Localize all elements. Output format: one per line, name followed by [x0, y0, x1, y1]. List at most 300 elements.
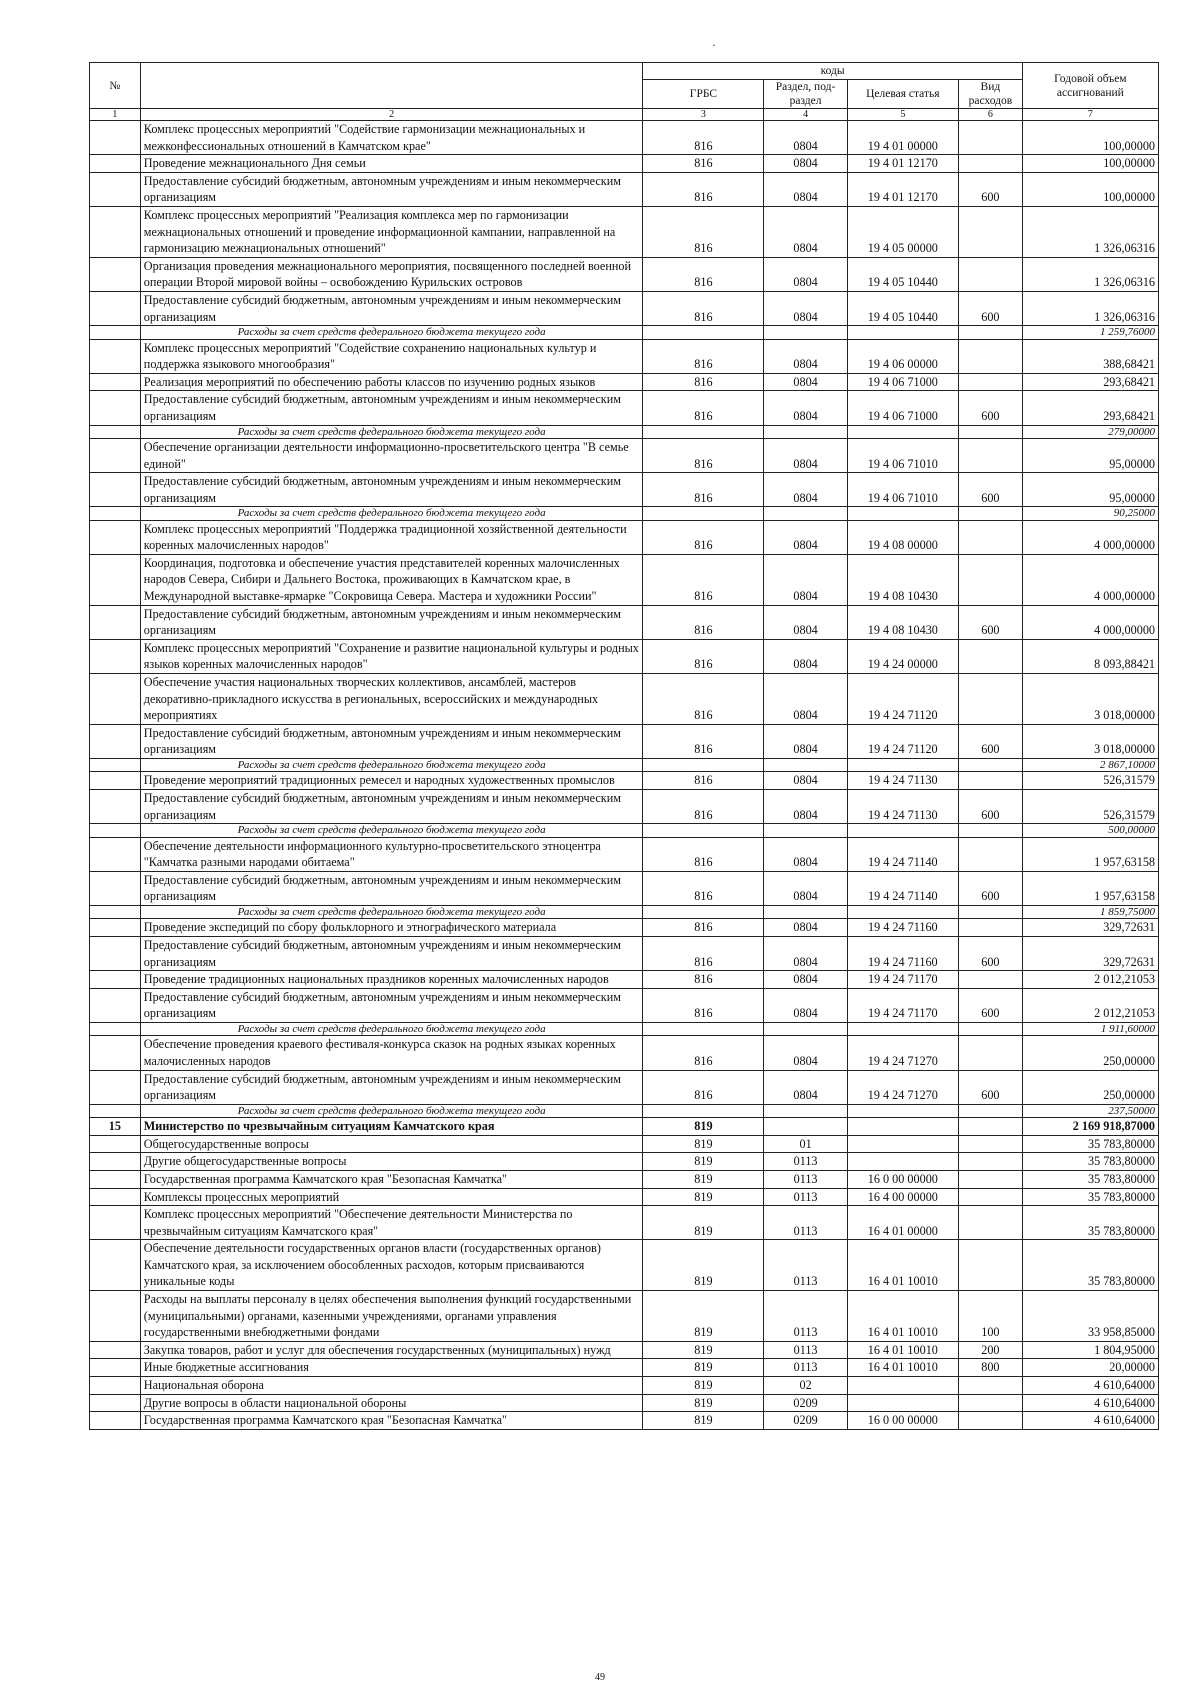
header-codes: коды	[643, 63, 1022, 80]
row-grbs: 819	[643, 1170, 764, 1188]
row-section: 0804	[764, 724, 847, 758]
row-section	[764, 425, 847, 438]
table-row	[90, 936, 1159, 970]
row-grbs: 816	[643, 257, 764, 291]
row-expense-type: 600	[959, 291, 1023, 325]
row-expense-type	[959, 1170, 1023, 1188]
row-target-article	[847, 1153, 958, 1171]
row-section: 0804	[764, 790, 847, 824]
row-section	[764, 1022, 847, 1035]
row-target-article	[847, 1377, 958, 1395]
row-grbs	[643, 1022, 764, 1035]
row-section: 01	[764, 1135, 847, 1153]
row-number	[90, 172, 141, 206]
row-grbs: 819	[643, 1206, 764, 1240]
row-grbs: 816	[643, 674, 764, 725]
row-number	[90, 1036, 141, 1070]
row-expense-type	[959, 1377, 1023, 1395]
row-expense-type	[959, 438, 1023, 472]
table-row	[90, 172, 1159, 206]
row-amount: 35 783,80000	[1022, 1170, 1158, 1188]
row-grbs	[643, 1104, 764, 1117]
row-target-article: 19 4 08 00000	[847, 520, 958, 554]
row-grbs	[643, 425, 764, 438]
row-grbs: 819	[643, 1240, 764, 1291]
row-grbs: 816	[643, 172, 764, 206]
row-section: 0804	[764, 988, 847, 1022]
row-description: Проведение межнационального Дня семьи	[140, 155, 643, 173]
row-description: Обеспечение организации деятельности информационно-просветительского центра "В семье единой"	[140, 438, 643, 472]
row-expense-type	[959, 1022, 1023, 1035]
row-number	[90, 1394, 141, 1412]
table-row	[90, 837, 1159, 871]
row-target-article: 19 4 24 71130	[847, 772, 958, 790]
row-target-article: 19 4 01 00000	[847, 121, 958, 155]
row-grbs: 816	[643, 438, 764, 472]
row-expense-type	[959, 1153, 1023, 1171]
row-number	[90, 936, 141, 970]
row-grbs: 819	[643, 1341, 764, 1359]
row-target-article: 19 4 24 71120	[847, 724, 958, 758]
row-number	[90, 291, 141, 325]
table-row	[90, 373, 1159, 391]
row-target-article: 16 0 00 00000	[847, 1412, 958, 1430]
row-amount: 95,00000	[1022, 438, 1158, 472]
row-grbs: 816	[643, 936, 764, 970]
table-row	[90, 1377, 1159, 1395]
table-row	[90, 1206, 1159, 1240]
row-target-article: 19 4 05 00000	[847, 206, 958, 257]
table-row	[90, 1412, 1159, 1430]
row-amount: 1 911,60000	[1022, 1022, 1158, 1035]
colnum-6: 6	[959, 109, 1023, 121]
row-grbs: 819	[643, 1135, 764, 1153]
row-target-article: 19 4 06 71000	[847, 391, 958, 425]
row-section: 0804	[764, 871, 847, 905]
row-description: Комплексы процессных мероприятий	[140, 1188, 643, 1206]
row-grbs: 819	[643, 1291, 764, 1342]
table-row	[90, 639, 1159, 673]
scan-mark: ·	[712, 38, 716, 52]
row-number	[90, 425, 141, 438]
row-target-article	[847, 905, 958, 918]
row-number	[90, 1291, 141, 1342]
row-number	[90, 1170, 141, 1188]
row-target-article	[847, 507, 958, 520]
table-row-federal-note	[90, 905, 1159, 918]
row-expense-type	[959, 1036, 1023, 1070]
row-expense-type	[959, 257, 1023, 291]
row-description: Государственная программа Камчатского края "Безопасная Камчатка"	[140, 1412, 643, 1430]
row-grbs: 816	[643, 1036, 764, 1070]
row-expense-type	[959, 425, 1023, 438]
row-grbs: 816	[643, 121, 764, 155]
row-section: 0804	[764, 473, 847, 507]
row-description: Предоставление субсидий бюджетным, автономным учреждениям и иным некоммерческим организациям	[140, 473, 643, 507]
row-grbs: 819	[643, 1377, 764, 1395]
table-row	[90, 1036, 1159, 1070]
row-target-article: 19 4 06 71010	[847, 438, 958, 472]
budget-table	[89, 62, 1159, 1430]
row-description: Предоставление субсидий бюджетным, автономным учреждениям и иным некоммерческим организациям	[140, 605, 643, 639]
table-row	[90, 674, 1159, 725]
table-row	[90, 605, 1159, 639]
row-section	[764, 507, 847, 520]
row-grbs: 816	[643, 919, 764, 937]
row-section: 0113	[764, 1240, 847, 1291]
row-description: Расходы за счет средств федерального бюджета текущего года	[140, 1104, 643, 1117]
row-number	[90, 1341, 141, 1359]
row-grbs	[643, 905, 764, 918]
row-expense-type	[959, 824, 1023, 837]
row-expense-type	[959, 554, 1023, 605]
row-section: 0113	[764, 1206, 847, 1240]
row-section: 0804	[764, 172, 847, 206]
row-amount: 100,00000	[1022, 121, 1158, 155]
row-expense-type	[959, 919, 1023, 937]
row-grbs: 816	[643, 871, 764, 905]
colnum-1: 1	[90, 109, 141, 121]
row-section	[764, 824, 847, 837]
row-grbs: 816	[643, 520, 764, 554]
row-description: Проведение традиционных национальных праздников коренных малочисленных народов	[140, 971, 643, 989]
row-section: 0804	[764, 206, 847, 257]
row-expense-type: 600	[959, 605, 1023, 639]
row-amount: 237,50000	[1022, 1104, 1158, 1117]
row-target-article: 16 4 01 00000	[847, 1206, 958, 1240]
row-section: 0804	[764, 674, 847, 725]
table-body	[90, 121, 1159, 1430]
row-amount: 329,72631	[1022, 919, 1158, 937]
row-number	[90, 1070, 141, 1104]
row-amount: 4 610,64000	[1022, 1377, 1158, 1395]
row-number	[90, 759, 141, 772]
row-grbs: 816	[643, 339, 764, 373]
row-section: 0113	[764, 1341, 847, 1359]
row-description: Расходы за счет средств федерального бюджета текущего года	[140, 905, 643, 918]
row-section	[764, 1104, 847, 1117]
header-exptype: Вид расходов	[959, 80, 1023, 109]
row-target-article: 19 4 24 71170	[847, 988, 958, 1022]
row-description: Обеспечение участия национальных творческих коллективов, ансамблей, мастеров декоративно-прикладного искусства в региональных, всероссийских и международных мероприятиях	[140, 674, 643, 725]
row-expense-type: 100	[959, 1291, 1023, 1342]
row-description: Закупка товаров, работ и услуг для обеспечения государственных (муниципальных) нужд	[140, 1341, 643, 1359]
row-expense-type: 600	[959, 391, 1023, 425]
row-number	[90, 724, 141, 758]
row-description: Расходы за счет средств федерального бюджета текущего года	[140, 1022, 643, 1035]
row-target-article: 19 4 24 71140	[847, 871, 958, 905]
row-target-article: 19 4 05 10440	[847, 257, 958, 291]
row-description: Иные бюджетные ассигнования	[140, 1359, 643, 1377]
row-description: Обеспечение деятельности информационного культурно-просветительского этноцентра "Камчатка разными народами обитаема"	[140, 837, 643, 871]
row-amount: 20,00000	[1022, 1359, 1158, 1377]
row-number	[90, 473, 141, 507]
table-row	[90, 1341, 1159, 1359]
table-row	[90, 1291, 1159, 1342]
table-row	[90, 155, 1159, 173]
table-row	[90, 971, 1159, 989]
row-description: Расходы за счет средств федерального бюджета текущего года	[140, 326, 643, 339]
row-section: 0804	[764, 291, 847, 325]
row-target-article	[847, 1104, 958, 1117]
row-target-article: 19 4 06 71010	[847, 473, 958, 507]
row-description: Другие вопросы в области национальной обороны	[140, 1394, 643, 1412]
row-description: Расходы на выплаты персоналу в целях обеспечения выполнения функций государственными (муниципальными) органами, казенными учреждениями, органами управления государственными внебюджетными фондами	[140, 1291, 643, 1342]
row-section: 0113	[764, 1153, 847, 1171]
row-amount: 2 867,10000	[1022, 759, 1158, 772]
row-number	[90, 1135, 141, 1153]
row-number	[90, 919, 141, 937]
row-amount: 1 326,06316	[1022, 257, 1158, 291]
row-target-article: 19 4 24 71140	[847, 837, 958, 871]
row-section: 0209	[764, 1394, 847, 1412]
row-grbs: 816	[643, 724, 764, 758]
row-section: 0804	[764, 971, 847, 989]
row-section: 0804	[764, 554, 847, 605]
table-row	[90, 1153, 1159, 1171]
colnum-4: 4	[764, 109, 847, 121]
row-description: Расходы за счет средств федерального бюджета текущего года	[140, 824, 643, 837]
row-target-article: 19 4 24 00000	[847, 639, 958, 673]
table-row	[90, 438, 1159, 472]
row-expense-type	[959, 121, 1023, 155]
row-grbs: 816	[643, 1070, 764, 1104]
row-number	[90, 971, 141, 989]
row-section	[764, 759, 847, 772]
row-target-article: 19 4 06 00000	[847, 339, 958, 373]
row-target-article: 16 4 01 10010	[847, 1240, 958, 1291]
row-grbs: 816	[643, 971, 764, 989]
row-expense-type	[959, 837, 1023, 871]
row-description: Обеспечение деятельности государственных органов власти (государственных органов) Камчатского края, за исключением обособленных расходов, которым присваиваются уникальные коды	[140, 1240, 643, 1291]
row-target-article: 16 4 01 10010	[847, 1341, 958, 1359]
row-amount: 526,31579	[1022, 772, 1158, 790]
row-description: Предоставление субсидий бюджетным, автономным учреждениям и иным некоммерческим организациям	[140, 871, 643, 905]
row-target-article: 16 4 01 10010	[847, 1359, 958, 1377]
row-grbs: 816	[643, 291, 764, 325]
row-grbs: 819	[643, 1188, 764, 1206]
table-row	[90, 1359, 1159, 1377]
row-number	[90, 339, 141, 373]
row-amount: 1 326,06316	[1022, 291, 1158, 325]
row-expense-type	[959, 772, 1023, 790]
table-row	[90, 1240, 1159, 1291]
row-target-article	[847, 425, 958, 438]
row-amount: 35 783,80000	[1022, 1153, 1158, 1171]
row-amount: 293,68421	[1022, 373, 1158, 391]
header-target: Целевая статья	[847, 80, 958, 109]
row-grbs: 819	[643, 1394, 764, 1412]
row-description: Министерство по чрезвычайным ситуациям Камчатского края	[140, 1118, 643, 1136]
row-section: 0804	[764, 339, 847, 373]
row-expense-type	[959, 326, 1023, 339]
row-section: 0804	[764, 936, 847, 970]
row-expense-type: 800	[959, 1359, 1023, 1377]
row-number	[90, 605, 141, 639]
row-target-article: 19 4 24 71270	[847, 1070, 958, 1104]
row-description: Организация проведения межнационального мероприятия, посвященного последней военной операции Второй мировой войны – освобождению Курильских островов	[140, 257, 643, 291]
row-expense-type	[959, 759, 1023, 772]
row-section: 0804	[764, 1070, 847, 1104]
row-target-article: 19 4 06 71000	[847, 373, 958, 391]
table-row-federal-note	[90, 1022, 1159, 1035]
row-amount: 1 859,75000	[1022, 905, 1158, 918]
row-amount: 90,25000	[1022, 507, 1158, 520]
row-expense-type	[959, 1394, 1023, 1412]
row-target-article: 19 4 24 71270	[847, 1036, 958, 1070]
row-expense-type: 600	[959, 790, 1023, 824]
table-row	[90, 206, 1159, 257]
row-number	[90, 155, 141, 173]
row-description: Комплекс процессных мероприятий "Поддержка традиционной хозяйственной деятельности коренных малочисленных народов"	[140, 520, 643, 554]
row-expense-type: 600	[959, 936, 1023, 970]
table-row	[90, 772, 1159, 790]
table-row	[90, 121, 1159, 155]
row-target-article	[847, 824, 958, 837]
row-number	[90, 507, 141, 520]
row-description: Комплекс процессных мероприятий "Обеспечение деятельности Министерства по чрезвычайным ситуациям Камчатского края"	[140, 1206, 643, 1240]
row-number	[90, 905, 141, 918]
row-target-article: 19 4 08 10430	[847, 605, 958, 639]
table-row	[90, 1135, 1159, 1153]
table-row-federal-note	[90, 759, 1159, 772]
row-number	[90, 1022, 141, 1035]
row-description: Комплекс процессных мероприятий "Содействие сохранению национальных культур и поддержка языкового многообразия"	[140, 339, 643, 373]
row-expense-type: 600	[959, 172, 1023, 206]
row-section: 02	[764, 1377, 847, 1395]
row-number	[90, 257, 141, 291]
header-annual: Годовой объем ассигнований	[1022, 63, 1158, 109]
row-grbs: 816	[643, 373, 764, 391]
row-number	[90, 772, 141, 790]
row-amount: 4 000,00000	[1022, 554, 1158, 605]
row-expense-type: 600	[959, 988, 1023, 1022]
row-amount: 3 018,00000	[1022, 724, 1158, 758]
row-grbs: 816	[643, 605, 764, 639]
row-target-article: 16 0 00 00000	[847, 1170, 958, 1188]
row-expense-type	[959, 373, 1023, 391]
table-row	[90, 1188, 1159, 1206]
colnum-5: 5	[847, 109, 958, 121]
row-number	[90, 206, 141, 257]
row-section: 0804	[764, 837, 847, 871]
row-grbs: 816	[643, 473, 764, 507]
table-row	[90, 919, 1159, 937]
row-number	[90, 438, 141, 472]
row-section	[764, 326, 847, 339]
row-expense-type	[959, 1240, 1023, 1291]
row-number	[90, 837, 141, 871]
row-number	[90, 1412, 141, 1430]
row-target-article: 19 4 01 12170	[847, 155, 958, 173]
row-grbs: 819	[643, 1359, 764, 1377]
row-grbs: 819	[643, 1118, 764, 1136]
row-description: Комплекс процессных мероприятий "Сохранение и развитие национальной культуры и родных языков коренных малочисленных народов"	[140, 639, 643, 673]
row-amount: 1 259,76000	[1022, 326, 1158, 339]
row-expense-type	[959, 1412, 1023, 1430]
table-row-federal-note	[90, 1104, 1159, 1117]
row-grbs	[643, 507, 764, 520]
table-row-federal-note	[90, 425, 1159, 438]
row-grbs: 816	[643, 554, 764, 605]
colnum-2: 2	[140, 109, 643, 121]
row-description: Комплекс процессных мероприятий "Реализация комплекса мер по гармонизации межнациональных отношений и проведение информационной кампании, направленной на гармонизацию межнациональных отношений"	[140, 206, 643, 257]
row-amount: 35 783,80000	[1022, 1206, 1158, 1240]
row-description: Предоставление субсидий бюджетным, автономным учреждениям и иным некоммерческим организациям	[140, 724, 643, 758]
row-expense-type	[959, 1188, 1023, 1206]
row-section: 0113	[764, 1359, 847, 1377]
row-amount: 329,72631	[1022, 936, 1158, 970]
row-grbs: 819	[643, 1412, 764, 1430]
row-description: Обеспечение проведения краевого фестиваля-конкурса сказок на родных языках коренных малочисленных народов	[140, 1036, 643, 1070]
table-row	[90, 988, 1159, 1022]
row-number	[90, 1206, 141, 1240]
row-number	[90, 790, 141, 824]
table-row	[90, 473, 1159, 507]
table-row	[90, 724, 1159, 758]
row-section: 0804	[764, 373, 847, 391]
header-grbs: ГРБС	[643, 80, 764, 109]
row-amount: 4 000,00000	[1022, 520, 1158, 554]
row-amount: 526,31579	[1022, 790, 1158, 824]
row-description: Расходы за счет средств федерального бюджета текущего года	[140, 507, 643, 520]
table-row	[90, 291, 1159, 325]
row-section: 0804	[764, 1036, 847, 1070]
row-description: Предоставление субсидий бюджетным, автономным учреждениям и иным некоммерческим организациям	[140, 172, 643, 206]
row-grbs: 819	[643, 1153, 764, 1171]
row-number	[90, 1104, 141, 1117]
row-target-article: 19 4 24 71130	[847, 790, 958, 824]
row-expense-type: 600	[959, 473, 1023, 507]
table-row-federal-note	[90, 326, 1159, 339]
row-section: 0804	[764, 391, 847, 425]
row-amount: 1 804,95000	[1022, 1341, 1158, 1359]
row-amount: 33 958,85000	[1022, 1291, 1158, 1342]
row-grbs	[643, 824, 764, 837]
row-description: Реализация мероприятий по обеспечению работы классов по изучению родных языков	[140, 373, 643, 391]
row-target-article: 19 4 05 10440	[847, 291, 958, 325]
row-section	[764, 1118, 847, 1136]
row-number	[90, 554, 141, 605]
row-amount: 388,68421	[1022, 339, 1158, 373]
row-number	[90, 988, 141, 1022]
row-amount: 35 783,80000	[1022, 1240, 1158, 1291]
table-row	[90, 339, 1159, 373]
row-description: Расходы за счет средств федерального бюджета текущего года	[140, 759, 643, 772]
row-grbs: 816	[643, 391, 764, 425]
row-amount: 2 012,21053	[1022, 988, 1158, 1022]
row-section: 0804	[764, 605, 847, 639]
row-expense-type	[959, 1135, 1023, 1153]
row-expense-type	[959, 507, 1023, 520]
row-target-article	[847, 1118, 958, 1136]
row-description: Комплекс процессных мероприятий "Содействие гармонизации межнациональных и межконфессиональных отношений в Камчатском крае"	[140, 121, 643, 155]
row-target-article: 19 4 24 71160	[847, 936, 958, 970]
row-grbs	[643, 759, 764, 772]
row-expense-type: 600	[959, 724, 1023, 758]
header-section: Раздел, под-раздел	[764, 80, 847, 109]
row-amount: 4 000,00000	[1022, 605, 1158, 639]
row-description: Расходы за счет средств федерального бюджета текущего года	[140, 425, 643, 438]
header-description	[140, 63, 643, 109]
row-target-article	[847, 1135, 958, 1153]
row-target-article	[847, 1022, 958, 1035]
row-amount: 2 169 918,87000	[1022, 1118, 1158, 1136]
row-amount: 250,00000	[1022, 1070, 1158, 1104]
row-number	[90, 1153, 141, 1171]
row-expense-type: 600	[959, 1070, 1023, 1104]
row-expense-type	[959, 639, 1023, 673]
